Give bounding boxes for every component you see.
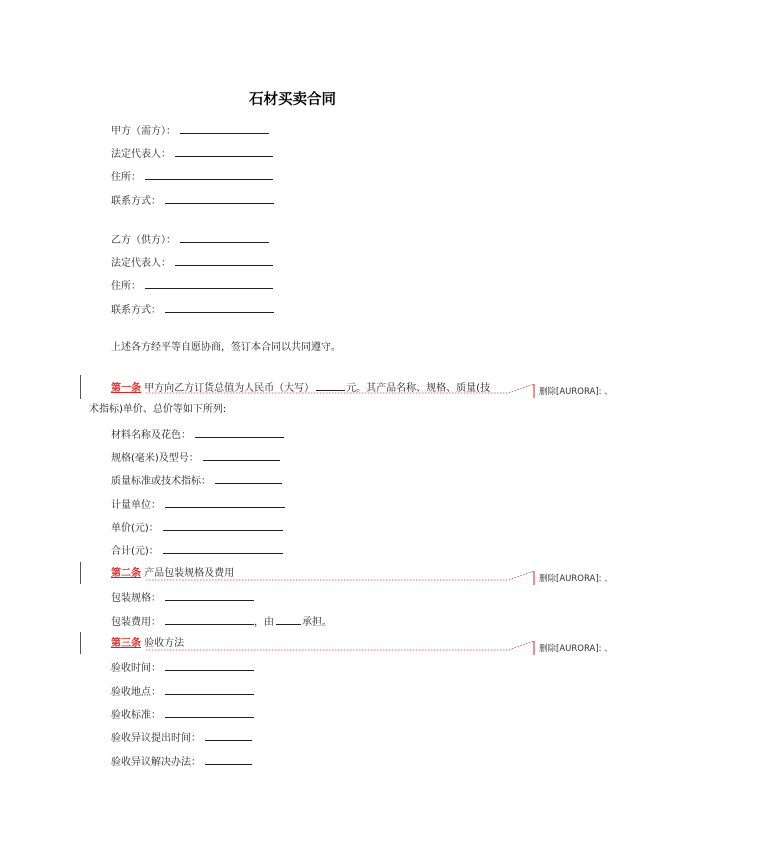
quality-standard-label: 质量标准或技术指标： (111, 476, 211, 487)
article-2-title: 产品包装规格及费用 (144, 568, 235, 579)
objection-resolution-label: 验收异议解决办法： (111, 757, 201, 768)
comment-connector (146, 384, 534, 393)
article-3-title: 验收方法 (144, 638, 185, 649)
acceptance-place-label: 验收地点： (111, 687, 161, 698)
fee-bear-text: 承担。 (302, 617, 332, 628)
party-a-rep-label: 法定代表人： (111, 149, 171, 160)
article-1-number: 第一条 (111, 383, 141, 394)
preamble-text: 上述各方经平等自愿协商，签订本合同以共同遵守。 (111, 342, 341, 353)
party-b-label: 乙方（供方）： (111, 235, 176, 246)
comment-connector (146, 571, 534, 580)
comment-connector (146, 641, 534, 650)
unit-label: 计量单位： (111, 500, 161, 511)
packaging-fee-label: 包装费用： (111, 617, 161, 628)
unit-price-label: 单价(元)： (111, 523, 159, 534)
article-1-line-2: 术指标)单价、总价等如下所列: (89, 404, 227, 415)
document-title: 石材买卖合同 (249, 92, 336, 108)
acceptance-time-label: 验收时间： (111, 663, 161, 674)
total-label: 合计(元)： (111, 546, 159, 557)
party-b-address-label: 住所： (111, 281, 141, 292)
objection-time-label: 验收异议提出时间： (111, 733, 201, 744)
packaging-spec-label: 包装规格： (111, 593, 161, 604)
comment-balloon[interactable]: 删除[AURORA]: 、 (539, 644, 613, 654)
party-b-rep-label: 法定代表人： (111, 258, 171, 269)
material-name-label: 材料名称及花色： (111, 430, 191, 441)
fee-by-text: ，由 (254, 617, 274, 628)
party-a-label: 甲方（需方）： (111, 126, 176, 137)
article-1-text-b: 元。其产品名称、规格、质量(技 (346, 383, 491, 394)
acceptance-standard-label: 验收标准： (111, 710, 161, 721)
spec-model-label: 规格(毫米)及型号： (111, 453, 199, 464)
comment-balloon[interactable]: 删除[AURORA]: 、 (539, 574, 613, 584)
article-3-number: 第三条 (111, 638, 141, 649)
party-b-contact-label: 联系方式： (111, 305, 161, 316)
party-a-address-label: 住所： (111, 172, 141, 183)
article-2-number: 第二条 (111, 568, 141, 579)
article-1-text-a: 甲方向乙方订货总值为人民币（大写） (144, 383, 315, 394)
comment-balloon[interactable]: 删除[AURORA]: 、 (539, 387, 613, 397)
party-a-contact-label: 联系方式： (111, 196, 161, 207)
